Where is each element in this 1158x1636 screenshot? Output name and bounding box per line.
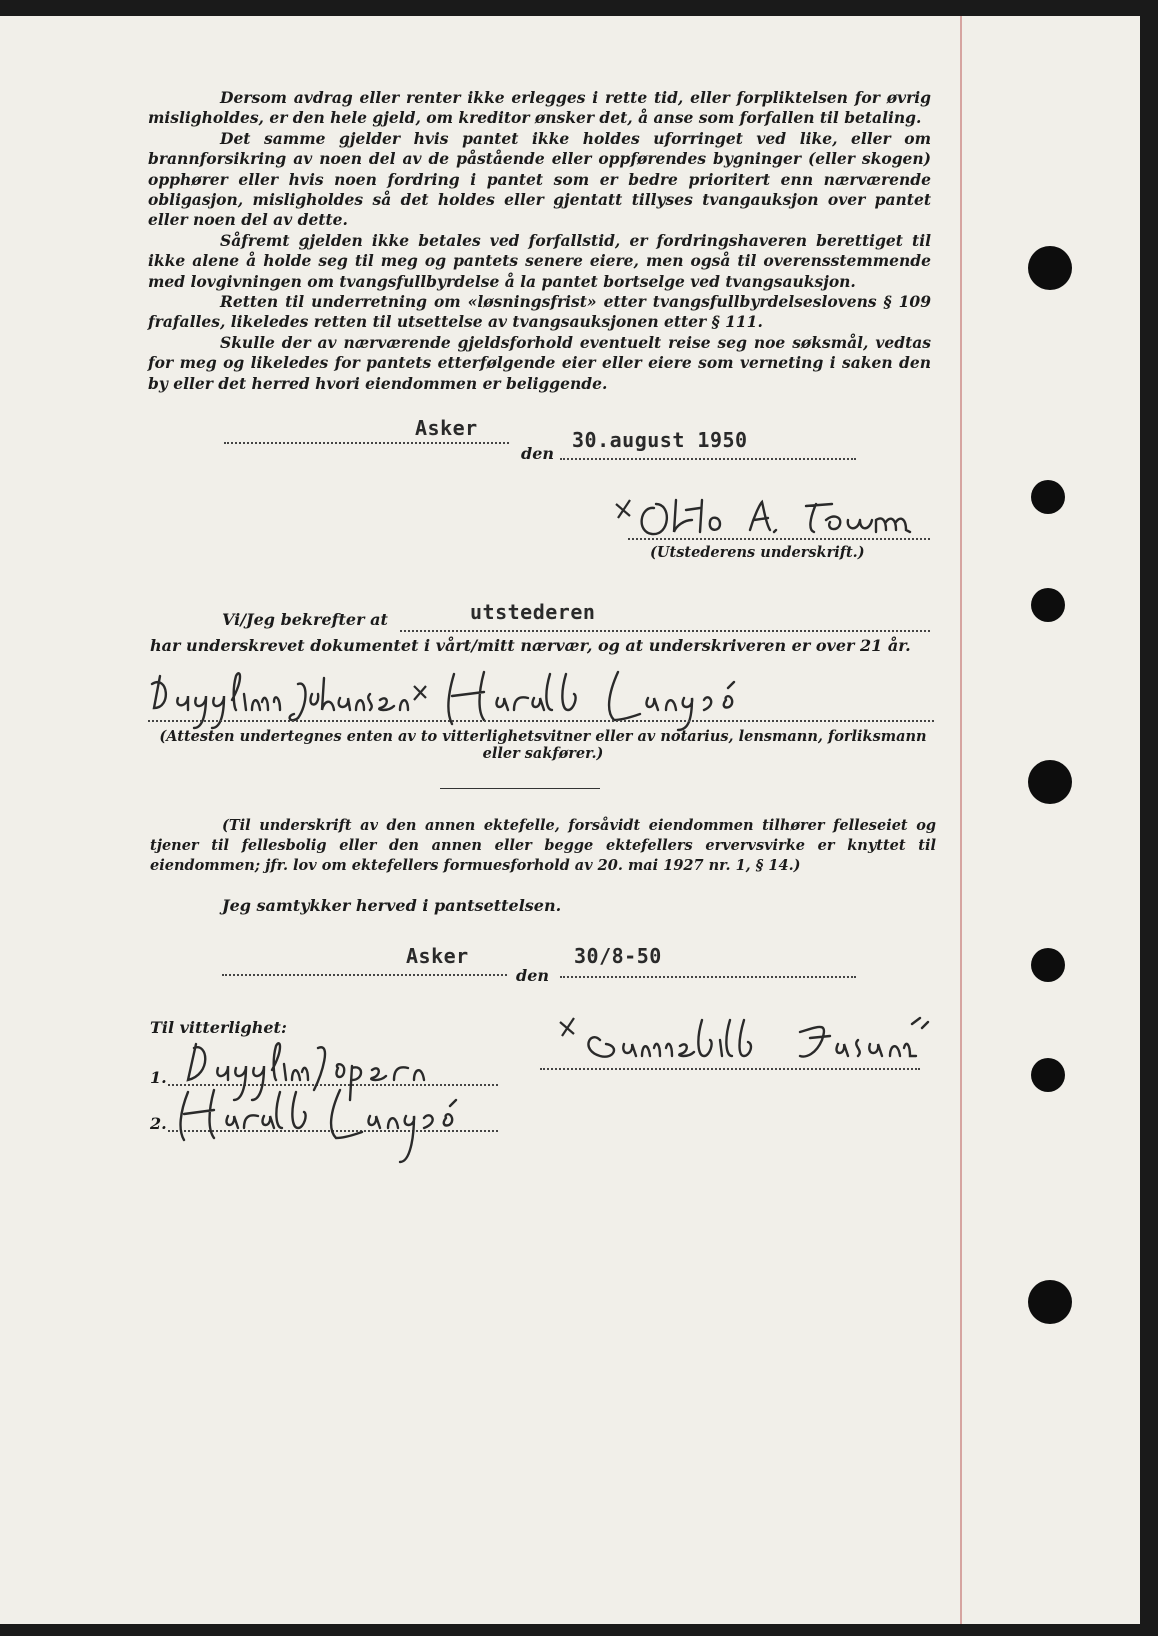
- issue-place: Asker: [415, 416, 478, 440]
- spouse-note: (Til underskrift av den annen ektefelle, forsåvidt eiendommen tilhører felleseiet og tjener til fellesbolig eller den annen eller begge ektefellers ervervsvirke er knyttet til eiendommen; jfr. lov om ektefellers formuesforhold av 20. mai 1927 nr. 1, § 14.): [150, 817, 936, 874]
- punch-hole: [1031, 480, 1065, 514]
- attest-signatures: [148, 664, 908, 734]
- terms-paragraph-1: Dersom avdrag eller renter ikke erlegges i rette tid, eller forpliktelsen for øvrig misligholdes, er den hele gjeld, om kreditor ønsker det, å anse som forfallen til betaling.: [148, 88, 931, 128]
- margin-line: [960, 16, 962, 1624]
- spouse-den-label: den: [516, 966, 549, 985]
- terms-text: [148, 88, 931, 394]
- spouse-place-line: [222, 974, 507, 976]
- confirmation-line: [400, 630, 930, 632]
- issue-date: 30.august 1950: [572, 428, 748, 452]
- den-label: den: [521, 444, 554, 463]
- witness-number-2: 2.: [150, 1114, 167, 1133]
- spouse-date: 30/8-50: [574, 944, 662, 968]
- spouse-consent: Jeg samtykker herved i pantsettelsen.: [222, 896, 562, 915]
- terms-paragraph-4: Retten til underretning om «løsningsfrist» etter tvangsfullbyrdelseslovens § 109 frafalles, likeledes retten til utsettelse av tvangsauksjonen etter § 111.: [148, 292, 931, 332]
- punch-hole: [1031, 948, 1065, 982]
- witness-signature-2: [168, 1082, 508, 1172]
- witness-label: Til vitterlighet:: [150, 1018, 287, 1037]
- attest-note: (Attesten undertegnes enten av to vitterlighetsvitner eller av notarius, lensmann, forliksmann eller sakfører.): [159, 728, 927, 762]
- document-page: [0, 16, 1140, 1624]
- witness-number-1: 1.: [150, 1068, 167, 1087]
- separator: [440, 788, 600, 789]
- attest-signature-line: [148, 720, 934, 722]
- punch-hole: [1028, 1280, 1072, 1324]
- spouse-signature-line: [540, 1068, 920, 1070]
- place-line: [224, 442, 509, 444]
- terms-paragraph-2: Det samme gjelder hvis pantet ikke holdes uforringet ved like, eller om brannforsikring av noen del av de påstående eller oppførendes bygninger (eller skogen) opphører eller hvis noen fordring i pantet som er bedre prioritert enn nærværende obligasjon, misligholdes så det holdes eller gjentatt tillyses tvangauksjon over pantet eller noen del av dette.: [148, 128, 931, 230]
- terms-paragraph-5: Skulle der av nærværende gjeldsforhold eventuelt reise seg noe søksmål, vedtas for meg og likeledes for pantets etterfølgende eier eller eiere som verneting i saken den by eller det herred hvori eiendommen er beliggende.: [148, 332, 931, 393]
- punch-hole: [1031, 588, 1065, 622]
- confirmation-lead: Vi/Jeg bekrefter at: [222, 610, 388, 629]
- confirmation-line2: har underskrevet dokumentet i vårt/mitt nærvær, og at underskriveren er over 21 år.: [150, 636, 911, 655]
- issuer-signature: [610, 486, 940, 546]
- punch-hole: [1031, 1058, 1065, 1092]
- issuer-signature-line: [628, 538, 930, 540]
- spouse-place: Asker: [406, 944, 469, 968]
- terms-paragraph-3: Såfremt gjelden ikke betales ved forfallstid, er fordringshaveren berettiget til ikke alene å holde seg til meg og pantets senere eiere, men også til overensstemmende med lovgivningen om tvangsfullbyrdelse å la pantet bortselge ved tvangsauksjon.: [148, 230, 931, 291]
- confirmation-who: utstederen: [470, 600, 596, 624]
- date-line: [560, 458, 856, 460]
- spouse-date-line: [560, 976, 856, 978]
- punch-hole: [1028, 246, 1072, 290]
- issuer-signature-caption: (Utstederens underskrift.): [650, 544, 865, 561]
- punch-hole: [1028, 760, 1072, 804]
